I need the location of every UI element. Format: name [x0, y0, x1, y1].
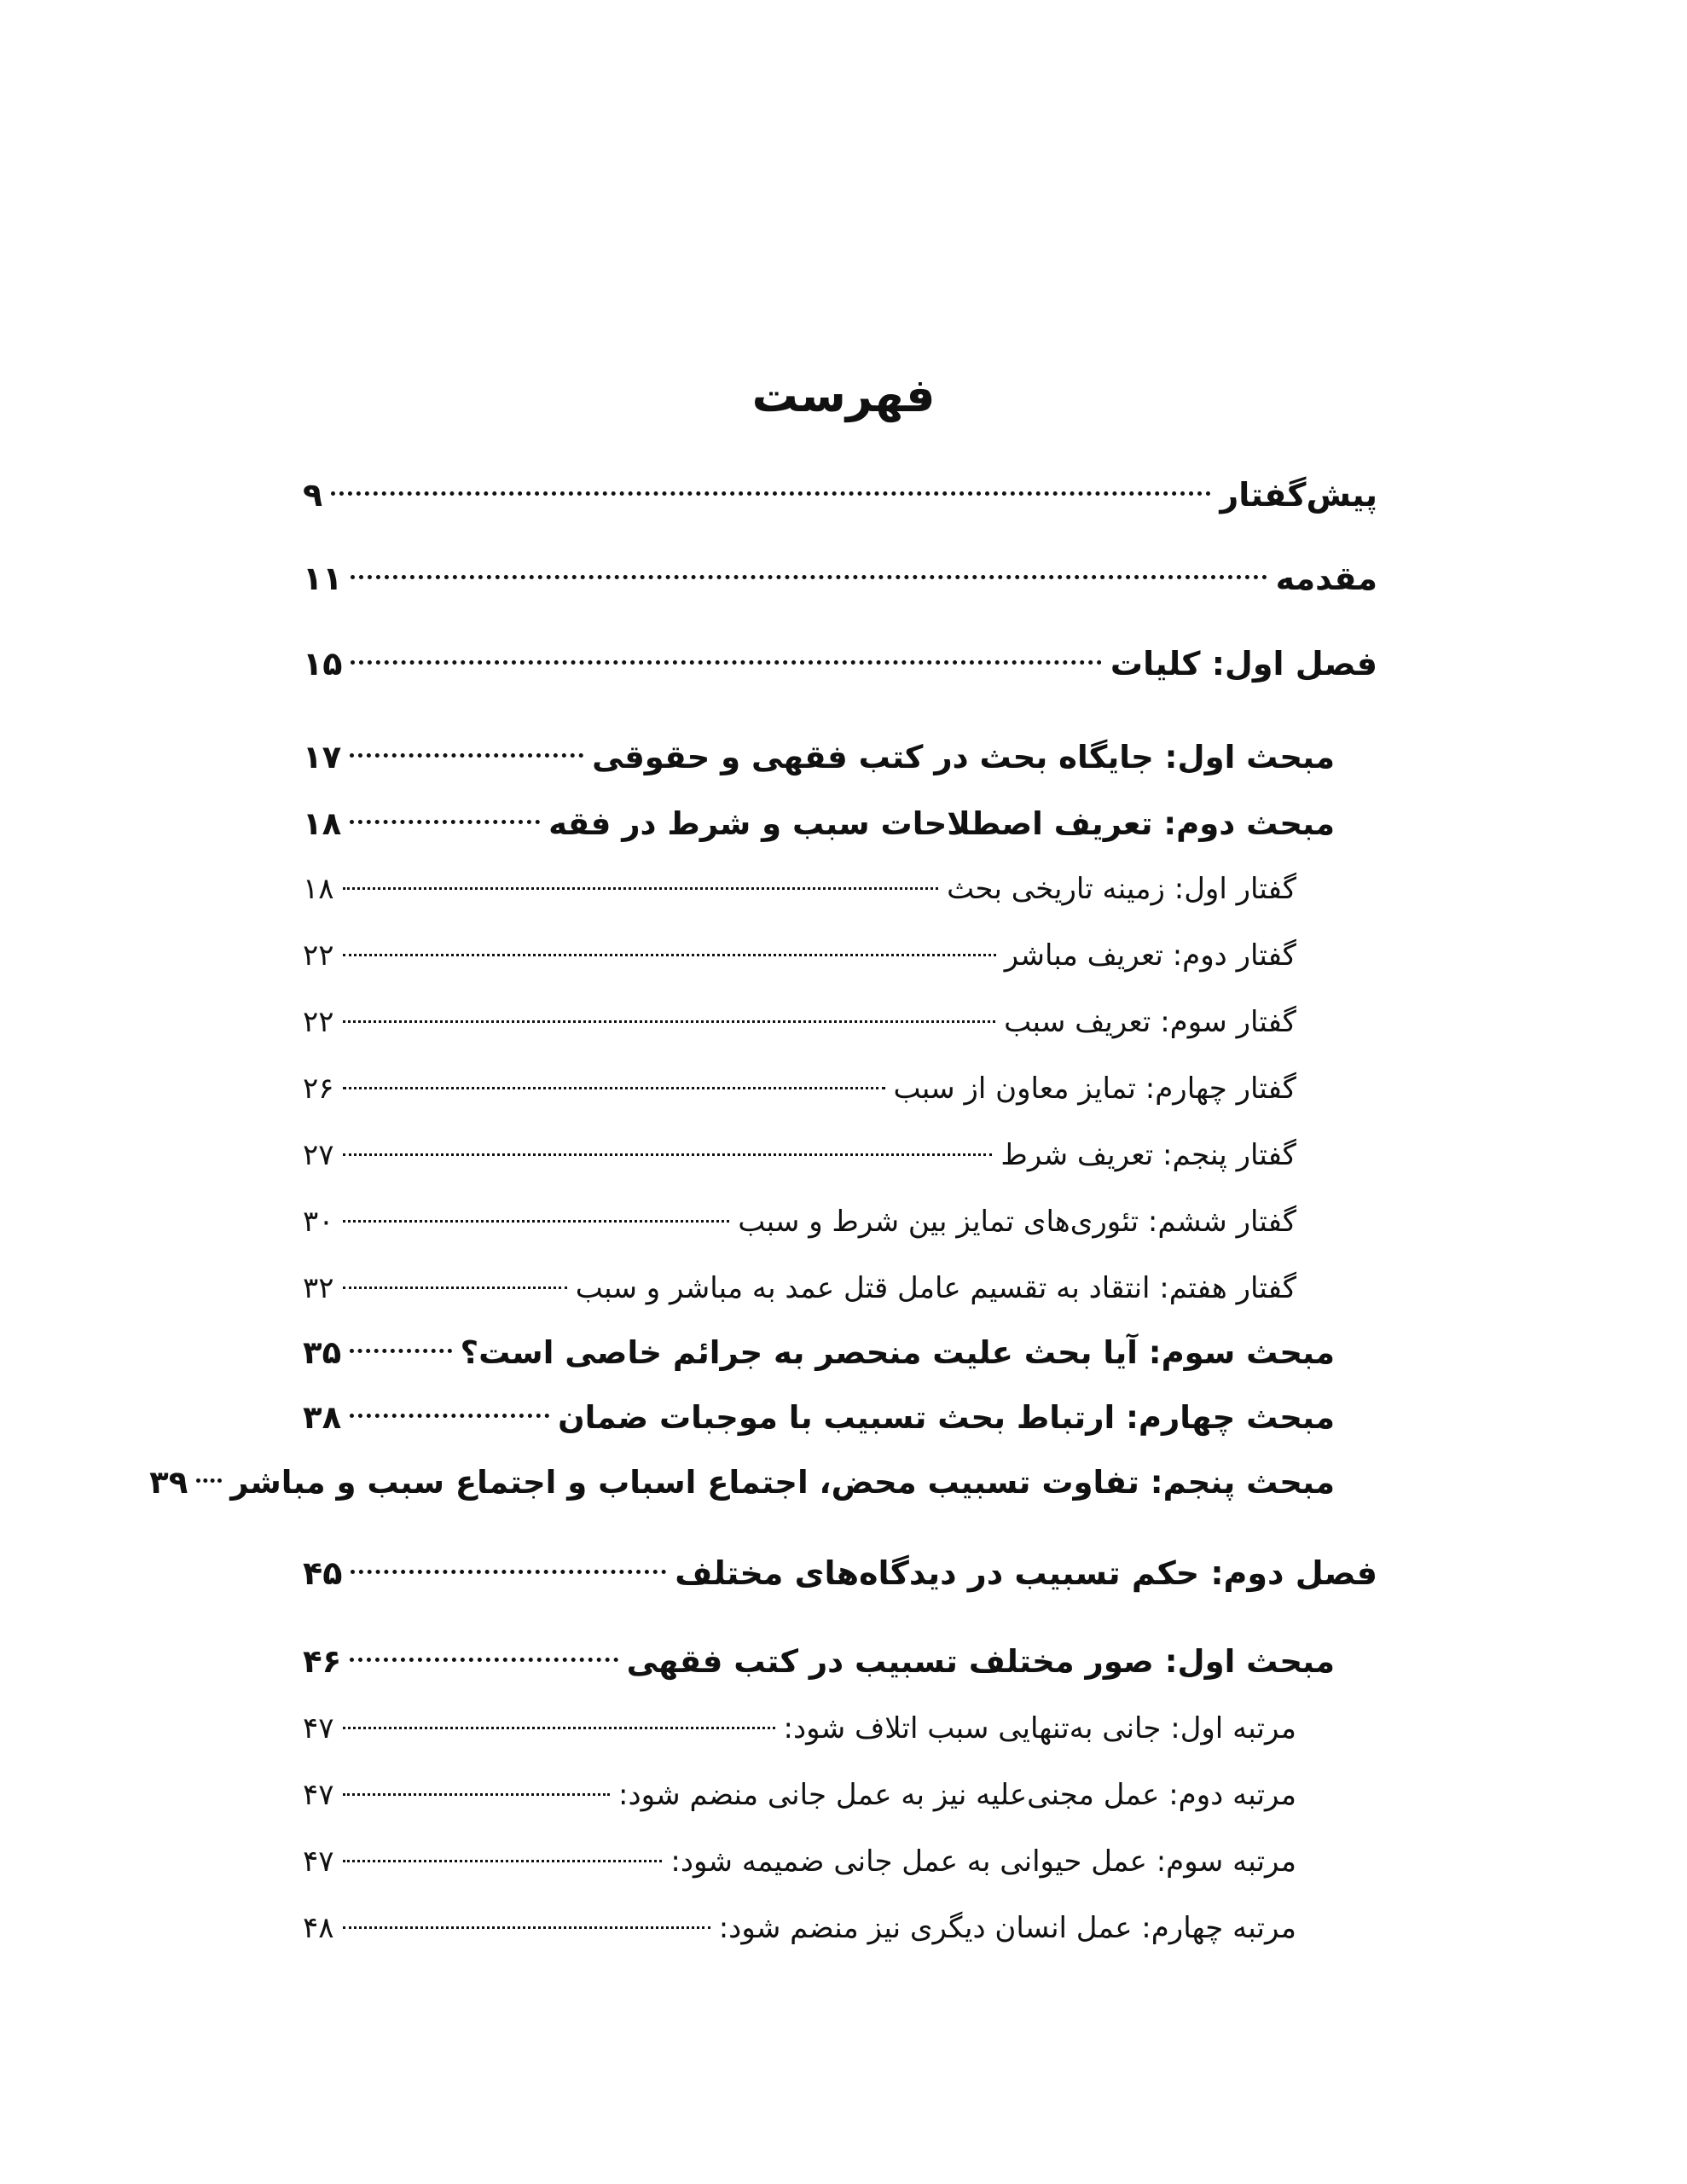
toc-entry-title: مبحث سوم: آیا بحث علیت منحصر به جرائم خاصی است؟ [460, 1334, 1335, 1371]
toc-entry-page-number: ۴۸ [303, 1911, 334, 1945]
dot-leader [343, 1220, 730, 1223]
toc-entry-section[interactable] [149, 1455, 1335, 1510]
toc-entry-title: مقدمه [1275, 560, 1377, 597]
toc-entry-title: گفتار هفتم: انتقاد به تقسیم عامل قتل عمد به مباشر و سبب [575, 1271, 1296, 1305]
toc-entry-section[interactable] [303, 1635, 1335, 1689]
toc-entry-title: پیش‌گفتار [1220, 476, 1377, 514]
toc-entry-subsection[interactable] [303, 928, 1296, 983]
toc-entry-page-number: ۴۵ [303, 1554, 343, 1592]
toc-entry-subsection[interactable] [303, 1261, 1296, 1316]
toc-entry-chapter-1[interactable] [303, 636, 1377, 691]
dot-leader [350, 1658, 617, 1662]
toc-entry-subsection[interactable] [303, 1701, 1296, 1756]
dot-leader [343, 1793, 610, 1796]
toc-entry-preface[interactable] [303, 468, 1377, 522]
dot-leader [350, 753, 583, 758]
toc-entry-page-number: ۳۸ [303, 1399, 342, 1436]
toc-entry-page-number: ۴۶ [303, 1643, 342, 1680]
dot-leader [350, 1414, 549, 1418]
toc-entry-page-number: ۱۷ [303, 739, 342, 775]
dot-leader [351, 575, 1267, 579]
toc-entry-section[interactable] [303, 797, 1335, 851]
toc-entry-page-number: ۱۸ [303, 872, 334, 906]
toc-entry-title: مبحث اول: صور مختلف تسبیب در کتب فقهی [626, 1643, 1335, 1680]
dot-leader [343, 1860, 663, 1862]
toc-entry-section[interactable] [303, 730, 1335, 785]
dot-leader [331, 491, 1211, 496]
dot-leader [343, 1287, 567, 1289]
dot-leader [196, 1478, 222, 1483]
toc-entry-page-number: ۳۹ [149, 1464, 188, 1501]
toc-entry-title: گفتار سوم: تعریف سبب [1004, 1005, 1296, 1039]
toc-entry-title: مبحث اول: جایگاه بحث در کتب فقهی و حقوقی [592, 739, 1335, 775]
toc-entry-title: مرتبه اول: جانی به‌تنهایی سبب اتلاف شود: [783, 1711, 1296, 1745]
toc-entry-title: مرتبه چهارم: عمل انسان دیگری نیز منضم شود: [718, 1911, 1296, 1945]
toc-entry-page-number: ۳۰ [303, 1205, 334, 1239]
dot-leader [343, 1020, 996, 1023]
toc-entry-subsection[interactable] [303, 1194, 1296, 1249]
toc-entry-subsection[interactable] [303, 862, 1296, 916]
toc-entry-section[interactable] [303, 1391, 1335, 1445]
dot-leader [351, 1570, 666, 1574]
toc-entry-page-number: ۱۵ [303, 645, 343, 682]
toc-entry-title: مبحث پنجم: تفاوت تسبیب محض، اجتماع اسباب و اجتماع سبب و مباشر [230, 1464, 1335, 1501]
toc-entry-title: مرتبه سوم: عمل حیوانی به عمل جانی ضمیمه شود: [670, 1844, 1296, 1879]
toc-entry-section[interactable] [303, 1326, 1335, 1380]
toc-entry-subsection[interactable] [303, 1128, 1296, 1182]
toc-entry-page-number: ۳۵ [303, 1334, 342, 1371]
dot-leader [343, 1727, 775, 1729]
toc-entry-title: گفتار اول: زمینه تاریخی بحث [947, 872, 1296, 906]
dot-leader [343, 1087, 885, 1089]
toc-entry-title: گفتار چهارم: تمایز معاون از سبب [893, 1072, 1296, 1106]
dot-leader [343, 954, 996, 956]
toc-entry-subsection[interactable] [303, 1834, 1296, 1889]
page-title: فهرست [751, 369, 936, 422]
toc-entry-page-number: ۱۱ [303, 560, 343, 597]
toc-entry-subsection[interactable] [303, 995, 1296, 1049]
toc-entry-title: فصل دوم: حکم تسبیب در دیدگاه‌های مختلف [675, 1554, 1377, 1592]
toc-entry-title: مرتبه دوم: عمل مجنی‌علیه نیز به عمل جانی منضم شود: [617, 1778, 1296, 1812]
toc-entry-page-number: ۲۲ [303, 938, 334, 973]
dot-leader [343, 1926, 710, 1929]
toc-entry-page-number: ۴۷ [303, 1711, 334, 1745]
toc-entry-page-number: ۲۶ [303, 1072, 334, 1106]
dot-leader [351, 660, 1102, 665]
toc-entry-title: فصل اول: کلیات [1110, 645, 1377, 682]
toc-entry-title: گفتار ششم: تئوری‌های تمایز بین شرط و سبب [738, 1205, 1296, 1239]
toc-entry-introduction[interactable] [303, 551, 1377, 606]
dot-leader [350, 820, 540, 824]
toc-entry-subsection[interactable] [303, 1901, 1296, 1955]
dot-leader [343, 887, 939, 890]
toc-entry-subsection[interactable] [303, 1061, 1296, 1116]
toc-entry-page-number: ۳۲ [303, 1271, 334, 1305]
toc-entry-page-number: ۴۷ [303, 1778, 334, 1812]
toc-entry-page-number: ۱۸ [303, 805, 342, 842]
toc-entry-page-number: ۹ [303, 476, 323, 514]
toc-entry-page-number: ۴۷ [303, 1844, 334, 1879]
toc-entry-title: مبحث چهارم: ارتباط بحث تسبیب با موجبات ضمان [558, 1399, 1335, 1436]
dot-leader [343, 1153, 993, 1156]
toc-entry-title: گفتار پنجم: تعریف شرط [1000, 1138, 1296, 1172]
toc-entry-title: گفتار دوم: تعریف مباشر [1004, 938, 1296, 973]
toc-entry-page-number: ۲۲ [303, 1005, 334, 1039]
toc-entry-chapter-2[interactable] [303, 1546, 1377, 1600]
dot-leader [350, 1349, 452, 1353]
toc-entry-page-number: ۲۷ [303, 1138, 334, 1172]
toc-entry-title: مبحث دوم: تعریف اصطلاحات سبب و شرط در فقه [548, 805, 1335, 842]
toc-entry-subsection[interactable] [303, 1768, 1296, 1822]
